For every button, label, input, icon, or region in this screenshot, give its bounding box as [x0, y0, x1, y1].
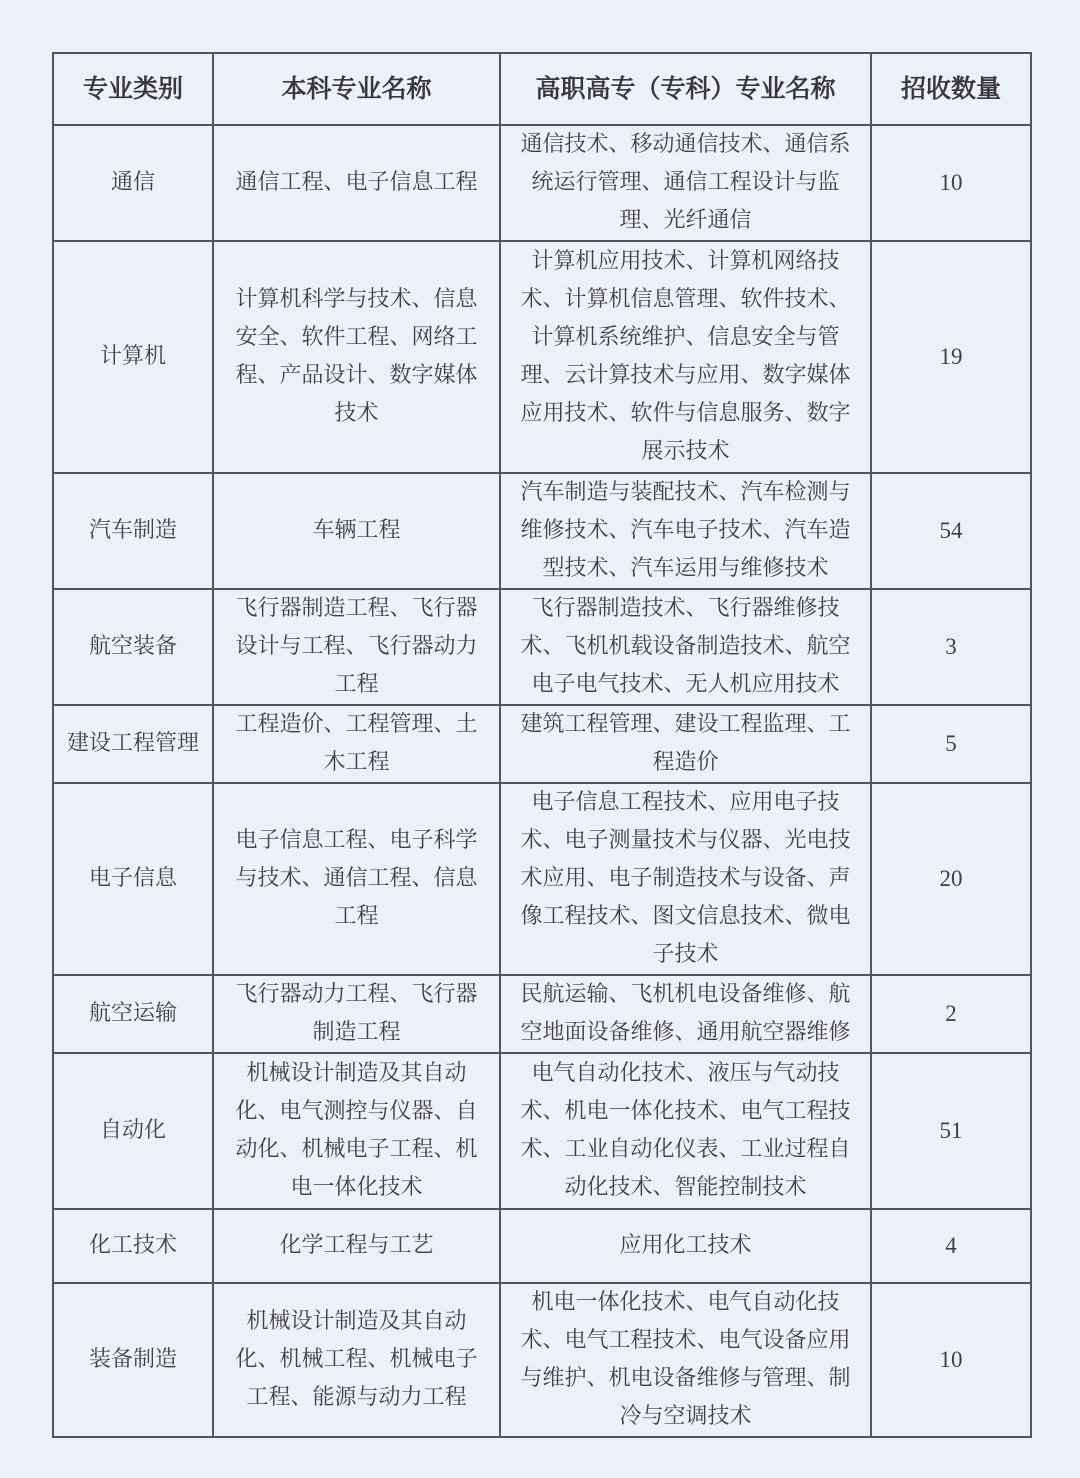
count-cell: 3	[871, 589, 1031, 705]
header-vocational: 高职高专（专科）专业名称	[500, 53, 871, 125]
undergrad-cell: 机械设计制造及其自动化、电气测控与仪器、自动化、机械电子工程、机电一体化技术	[213, 1053, 500, 1209]
category-cell: 航空装备	[53, 589, 213, 705]
enrollment-table	[52, 52, 1032, 1438]
category-cell: 通信	[53, 125, 213, 241]
header-category: 专业类别	[53, 53, 213, 125]
undergrad-cell: 机械设计制造及其自动化、机械工程、机械电子工程、能源与动力工程	[213, 1283, 500, 1437]
category-cell: 自动化	[53, 1053, 213, 1209]
category-cell: 化工技术	[53, 1209, 213, 1283]
vocational-cell: 计算机应用技术、计算机网络技术、计算机信息管理、软件技术、计算机系统维护、信息安全与管理、云计算技术与应用、数字媒体应用技术、软件与信息服务、数字展示技术	[500, 241, 871, 473]
table-row	[53, 125, 1031, 241]
category-cell: 计算机	[53, 241, 213, 473]
count-cell: 2	[871, 975, 1031, 1053]
category-cell: 航空运输	[53, 975, 213, 1053]
vocational-cell: 建筑工程管理、建设工程监理、工程造价	[500, 705, 871, 783]
vocational-cell: 民航运输、飞机机电设备维修、航空地面设备维修、通用航空器维修	[500, 975, 871, 1053]
count-cell: 10	[871, 1283, 1031, 1437]
count-cell: 51	[871, 1053, 1031, 1209]
header-undergrad: 本科专业名称	[213, 53, 500, 125]
vocational-cell: 应用化工技术	[500, 1209, 871, 1283]
count-cell: 19	[871, 241, 1031, 473]
vocational-cell: 电气自动化技术、液压与气动技术、机电一体化技术、电气工程技术、工业自动化仪表、工业过程自动化技术、智能控制技术	[500, 1053, 871, 1209]
header-row	[53, 53, 1031, 125]
count-cell: 5	[871, 705, 1031, 783]
undergrad-cell: 化学工程与工艺	[213, 1209, 500, 1283]
undergrad-cell: 飞行器动力工程、飞行器制造工程	[213, 975, 500, 1053]
table-row	[53, 1283, 1031, 1437]
header-count: 招收数量	[871, 53, 1031, 125]
table-row	[53, 589, 1031, 705]
undergrad-cell: 工程造价、工程管理、土木工程	[213, 705, 500, 783]
table-row	[53, 783, 1031, 975]
count-cell: 20	[871, 783, 1031, 975]
category-cell: 建设工程管理	[53, 705, 213, 783]
table-row	[53, 1209, 1031, 1283]
category-cell: 电子信息	[53, 783, 213, 975]
undergrad-cell: 电子信息工程、电子科学与技术、通信工程、信息工程	[213, 783, 500, 975]
count-cell: 54	[871, 473, 1031, 589]
count-cell: 4	[871, 1209, 1031, 1283]
category-cell: 汽车制造	[53, 473, 213, 589]
table-row	[53, 975, 1031, 1053]
vocational-cell: 汽车制造与装配技术、汽车检测与维修技术、汽车电子技术、汽车造型技术、汽车运用与维修技术	[500, 473, 871, 589]
vocational-cell: 飞行器制造技术、飞行器维修技术、飞机机载设备制造技术、航空电子电气技术、无人机应用技术	[500, 589, 871, 705]
category-cell: 装备制造	[53, 1283, 213, 1437]
undergrad-cell: 飞行器制造工程、飞行器设计与工程、飞行器动力工程	[213, 589, 500, 705]
vocational-cell: 机电一体化技术、电气自动化技术、电气工程技术、电气设备应用与维护、机电设备维修与管理、制冷与空调技术	[500, 1283, 871, 1437]
vocational-cell: 电子信息工程技术、应用电子技术、电子测量技术与仪器、光电技术应用、电子制造技术与设备、声像工程技术、图文信息技术、微电子技术	[500, 783, 871, 975]
table-row	[53, 241, 1031, 473]
undergrad-cell: 计算机科学与技术、信息安全、软件工程、网络工程、产品设计、数字媒体技术	[213, 241, 500, 473]
count-cell: 10	[871, 125, 1031, 241]
vocational-cell: 通信技术、移动通信技术、通信系统运行管理、通信工程设计与监理、光纤通信	[500, 125, 871, 241]
table-row	[53, 473, 1031, 589]
undergrad-cell: 车辆工程	[213, 473, 500, 589]
table-row	[53, 705, 1031, 783]
table-row	[53, 1053, 1031, 1209]
undergrad-cell: 通信工程、电子信息工程	[213, 125, 500, 241]
